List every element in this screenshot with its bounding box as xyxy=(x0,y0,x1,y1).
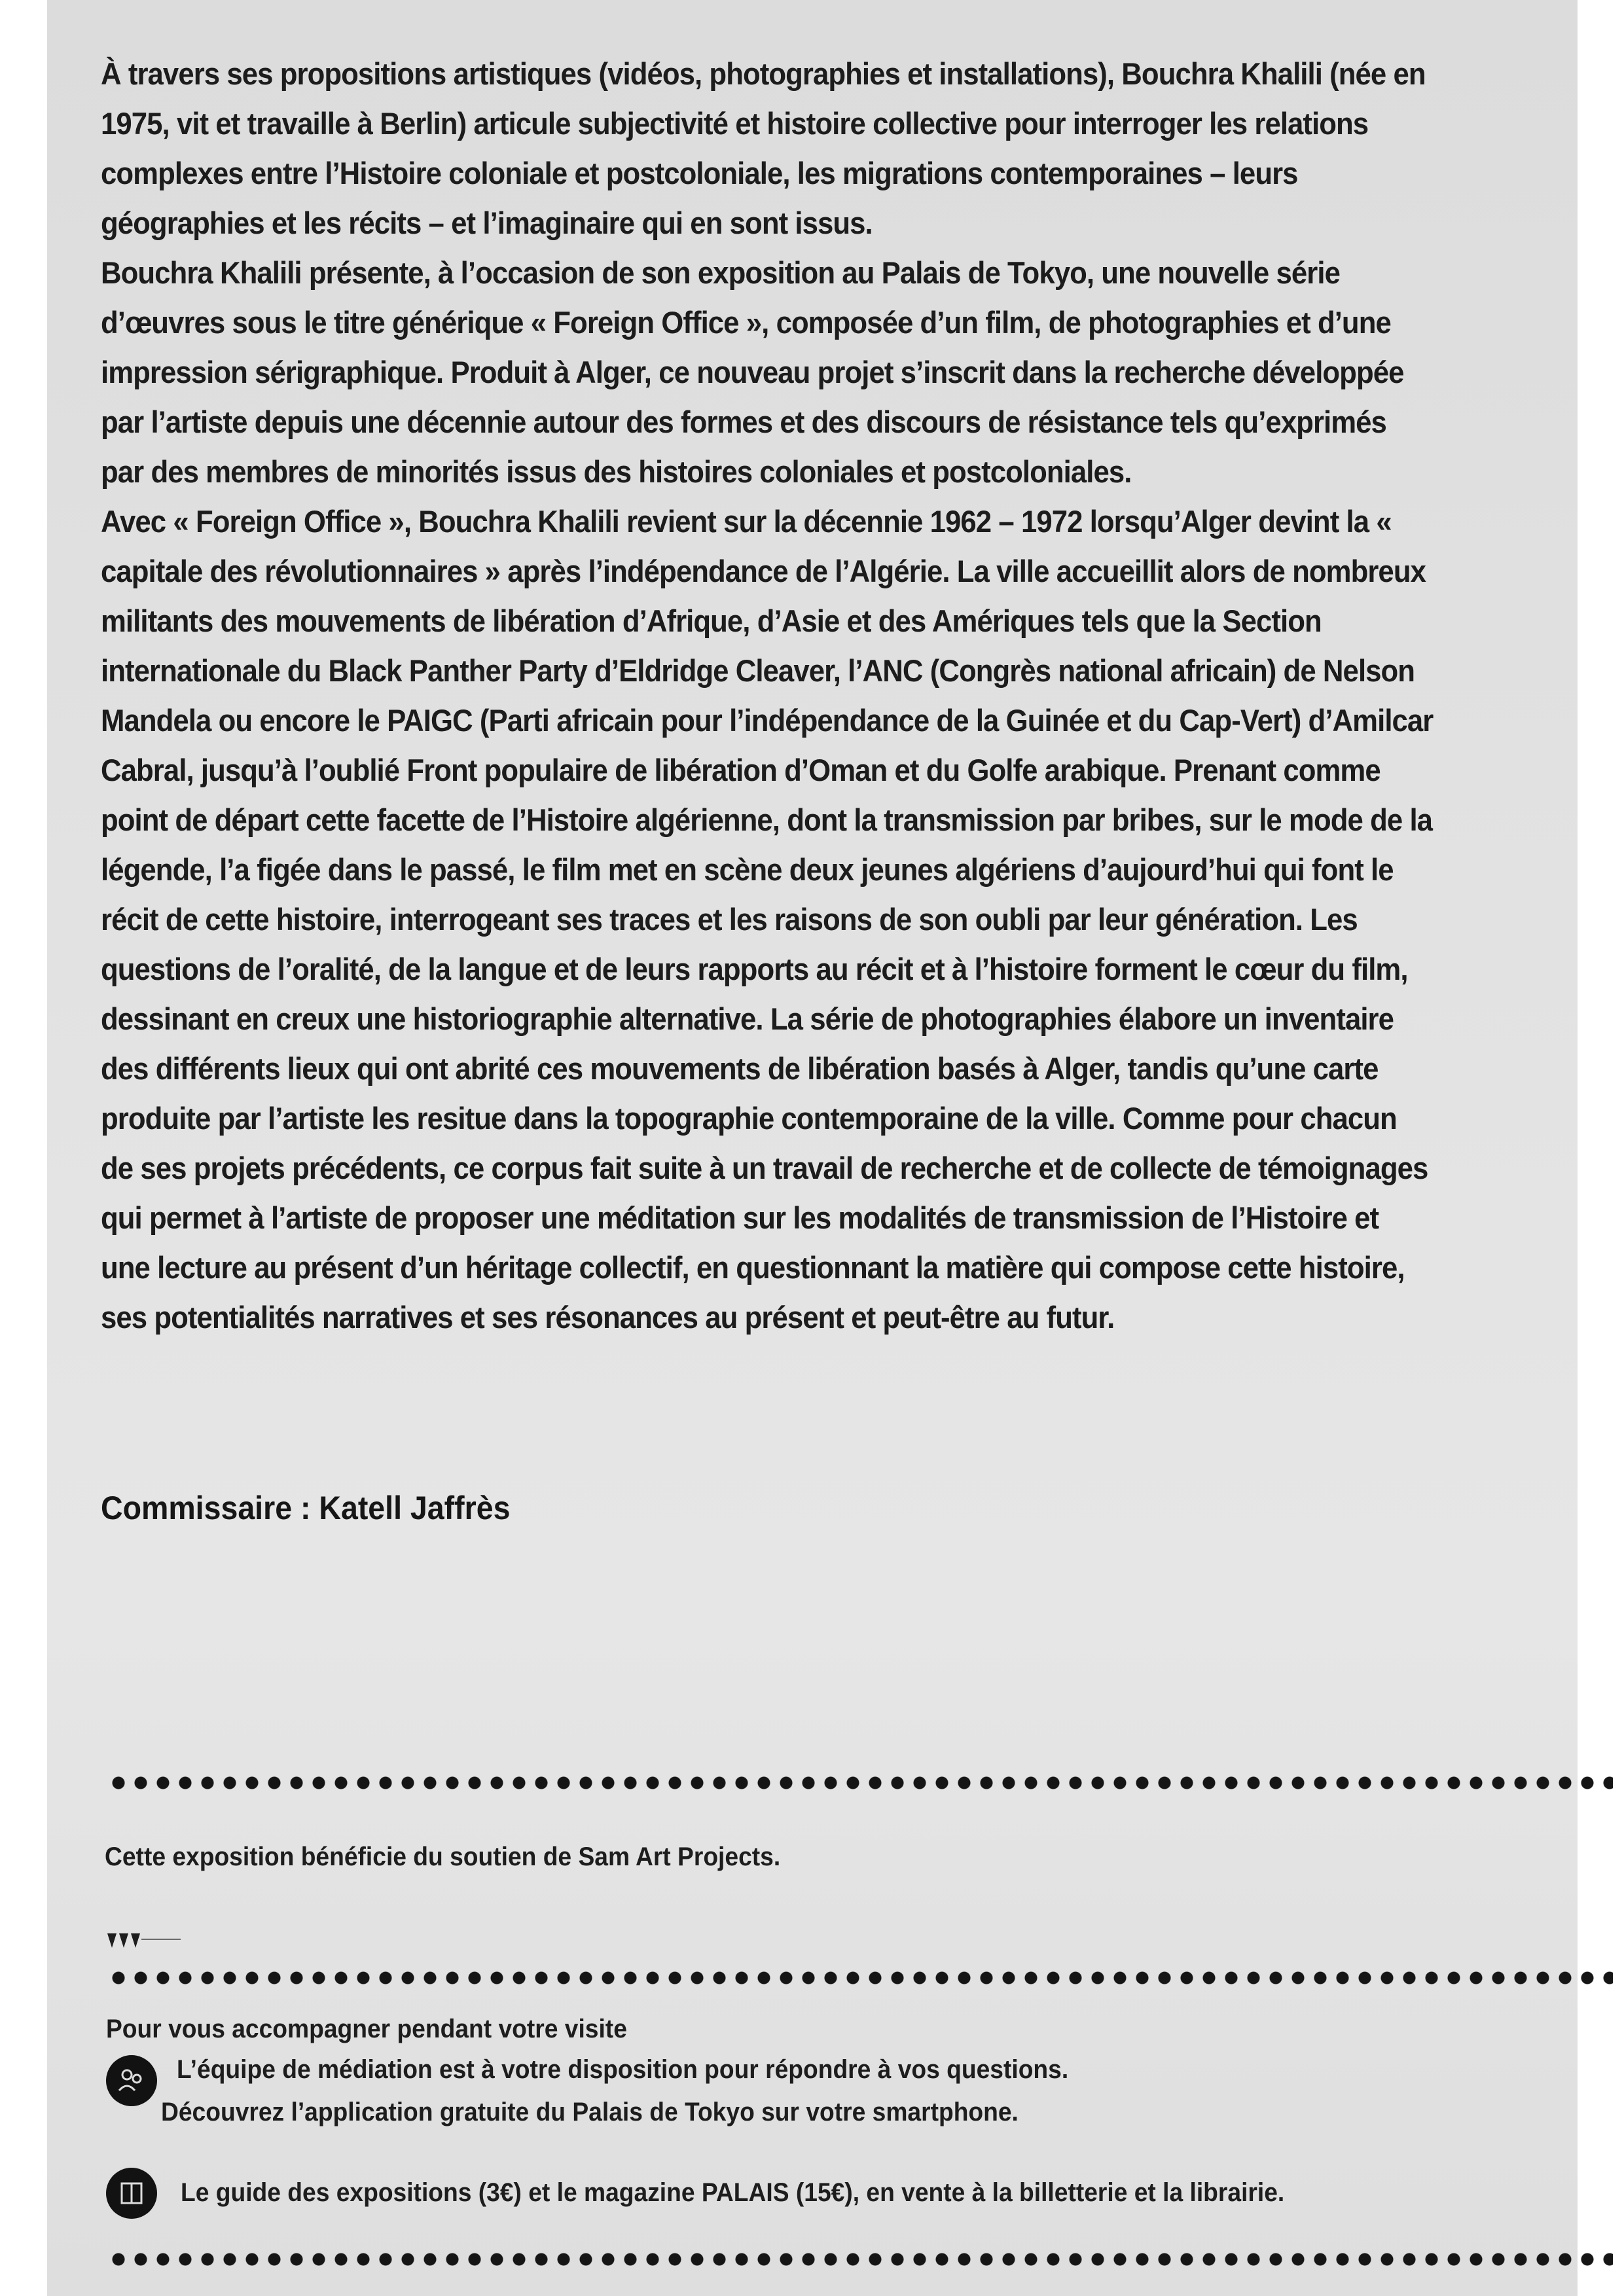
mediation-text: L’équipe de médiation est à votre disposition pour répondre à vos questions. xyxy=(177,2055,1069,2084)
sponsor-text: Cette exposition bénéficie du soutien de Sam Art Projects. xyxy=(105,1842,781,1871)
wall-panel xyxy=(47,0,1578,2296)
exhibition-text xyxy=(101,49,1434,1342)
dotted-divider xyxy=(107,2251,1613,2267)
book-icon xyxy=(106,2168,157,2219)
paragraph-intro: À travers ses propositions artistiques (vidéos, photographies et installations), Bouchra Khalili (née en 1975, vit et travaille à Berlin) articule subjectivité et histoire collective pour interroger les relations complexes entre l’Histoire coloniale et postcoloniale, les migrations contemporaines – leurs géographies et les récits – et l’imaginaire qui en sont issus. xyxy=(101,56,1426,240)
app-text: Découvrez l’application gratuite du Palais de Tokyo sur votre smartphone. xyxy=(161,2098,1019,2126)
curator-credit: Commissaire : Katell Jaffrès xyxy=(101,1490,511,1526)
guide-text: Le guide des expositions (3€) et le magazine PALAIS (15€), en vente à la billetterie et la librairie. xyxy=(181,2178,1285,2207)
paragraph-history: Avec « Foreign Office », Bouchra Khalili revient sur la décennie 1962 – 1972 lorsqu’Alger devint la « capitale des révolutionnaires » après l’indépendance de l’Algérie. La ville accueillit alors de nombreux militants des mouvements de libération d’Afrique, d’Asie et des Amériques tels que la Section internationale du Black Panther Party d’Eldridge Cleaver, l’ANC (Congrès national africain) de Nelson Mandela ou encore le PAIGC (Parti africain pour l’indépendance de la Guinée et du Cap-Vert) d’Amilcar Cabral, jusqu’à l’oublié Front populaire de libération d’Oman et du Golfe arabique. Prenant comme point de départ cette facette de l’Histoire algérienne, dont la transmission par bribes, sur le mode de la légende, l’a figée dans le passé, le film met en scène deux jeunes algériens d’aujourd’hui qui font le récit de cette histoire, interrogeant ses traces et les raisons de son oubli par leur génération. Les questions de l’oralité, de la langue et de leurs rapports au récit et à l’histoire forment le cœur du film, dessinant en creux une historiographie alternative. La série de photographies élabore un inventaire des différents lieux qui ont abrité ces mouvements de libération basés à Alger, tandis qu’une carte produite par l’artiste les resitue dans la topographie contemporaine de la ville. Comme pour chacun de ses projets précédents, ce corpus fait suite à un travail de recherche et de collecte de témoignages qui permet à l’artiste de proposer une méditation sur les modalités de transmission de l’Histoire et une lecture au présent d’un héritage collectif, en questionnant la matière qui compose cette histoire, ses potentialités narratives et ses résonances au présent et peut-être au futur. xyxy=(101,504,1434,1335)
sam-art-projects-logo xyxy=(105,1924,183,1957)
people-icon xyxy=(106,2055,157,2106)
dotted-divider xyxy=(107,1775,1613,1791)
visit-heading: Pour vous accompagner pendant votre visite xyxy=(106,2015,627,2043)
paragraph-foreign-office: Bouchra Khalili présente, à l’occasion de son exposition au Palais de Tokyo, une nouvelle série d’œuvres sous le titre générique « Foreign Office », composée d’un film, de photographies et d’une impression sérigraphique. Produit à Alger, ce nouveau projet s’inscrit dans la recherche développée par l’artiste depuis une décennie autour des formes et des discours de résistance tels qu’exprimés par des membres de minorités issus des histoires coloniales et postcoloniales. xyxy=(101,255,1404,489)
dotted-divider xyxy=(107,1970,1613,1986)
